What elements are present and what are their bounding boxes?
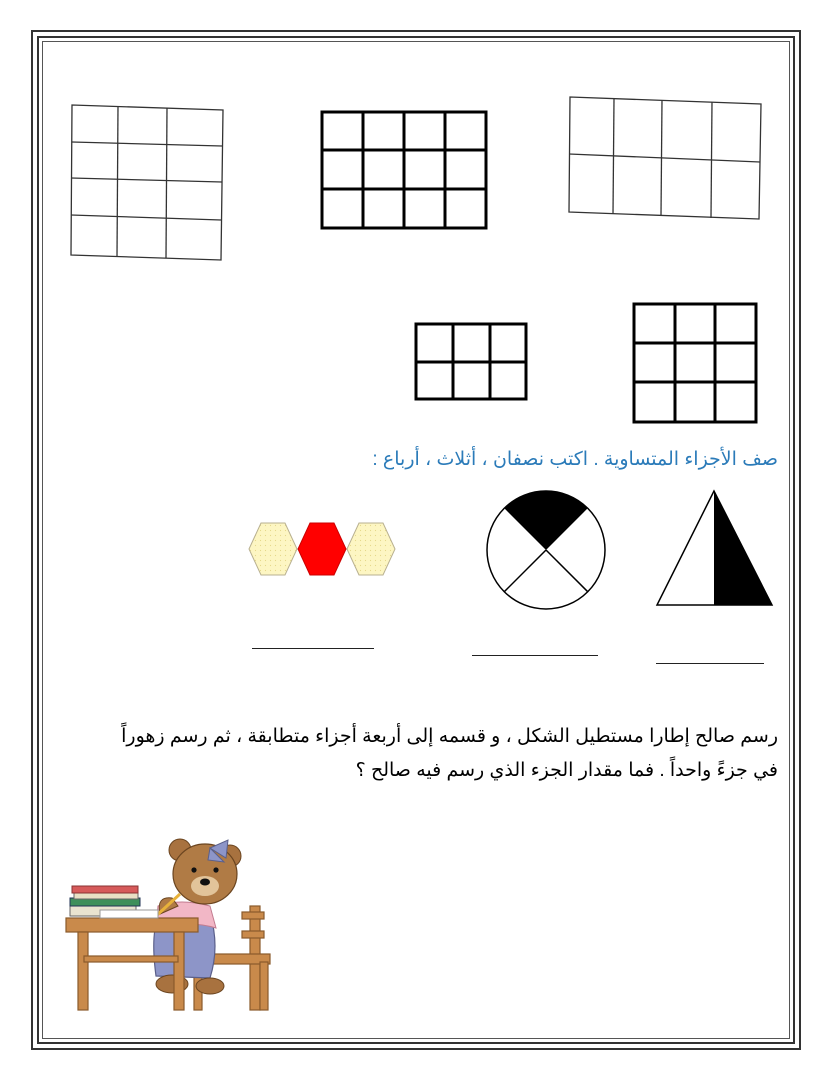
word-problem [50,720,778,788]
hexagon-thirds-shape [248,518,396,580]
grid-4x3-hand-drawn [68,100,228,265]
grid-2x4-hand-drawn [566,94,766,222]
grid-3x4 [320,110,490,232]
word-problem-line-2: في جزءً واحداً . فما مقدار الجزء الذي رسم فيه صالح ؟ [355,760,778,781]
word-problem-line-1: رسم صالح إطارا مستطيل الشكل ، و قسمه إلى أربعة أجزاء متطابقة ، ثم رسم زهوراً [121,726,778,747]
circle-quarters-shape [484,488,610,614]
bear-at-desk-illustration [60,836,276,1014]
answer-line-triangle[interactable] [656,663,764,664]
hexagon-shaded-part [298,523,346,575]
grid-3x3 [632,302,760,426]
answer-line-hexagon[interactable] [252,648,374,649]
triangle-halves-shape [654,488,776,610]
grid-2x3 [414,322,530,402]
answer-line-circle[interactable] [472,655,598,656]
instruction-text: صف الأجزاء المتساوية . اكتب نصفان ، أثلاث ، أرباع : [372,449,778,470]
